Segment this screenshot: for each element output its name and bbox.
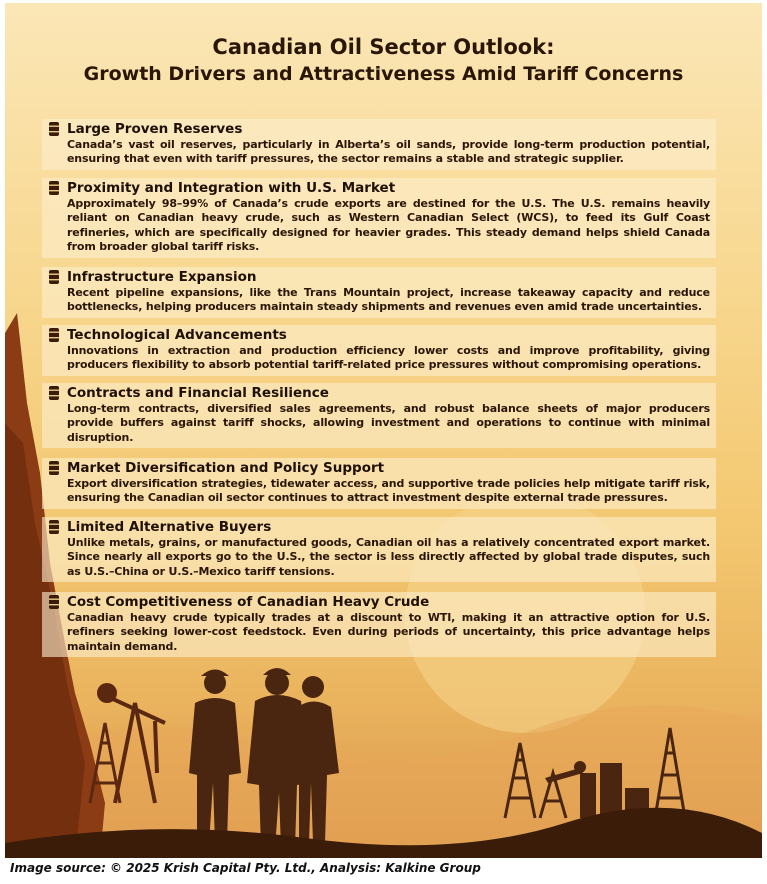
section-heading: Infrastructure Expansion xyxy=(67,269,257,285)
section-heading: Limited Alternative Buyers xyxy=(67,519,272,535)
image-source-caption: Image source: © 2025 Krish Capital Pty. Ltd., Analysis: Kalkine Group xyxy=(10,861,481,875)
section-infrastructure-expansion xyxy=(42,267,716,318)
barrel-icon xyxy=(46,385,62,401)
section-contracts-financial-resilience xyxy=(42,383,716,448)
section-heading: Large Proven Reserves xyxy=(67,121,243,137)
section-cost-competitiveness xyxy=(42,592,716,657)
barrel-icon xyxy=(46,269,62,285)
section-proximity-us-market xyxy=(42,178,716,258)
section-heading: Market Diversification and Policy Support xyxy=(67,460,385,476)
page-title xyxy=(5,33,762,87)
barrel-icon xyxy=(46,519,62,535)
section-heading: Proximity and Integration with U.S. Market xyxy=(67,180,396,196)
section-body: Canada’s vast oil reserves, particularly in Alberta’s oil sands, provide long-term production potential, ensuring that even with tariff pressures, the sector remains a stable and strategic supplier. xyxy=(67,138,710,166)
section-technological-advancements xyxy=(42,325,716,376)
section-large-proven-reserves xyxy=(42,119,716,170)
title-line-1: Canadian Oil Sector Outlook: xyxy=(212,35,555,59)
section-heading: Cost Competitiveness of Canadian Heavy Crude xyxy=(67,594,430,610)
barrel-icon xyxy=(46,594,62,610)
section-body: Unlike metals, grains, or manufactured goods, Canadian oil has a relatively concentrated export market. Since nearly all exports go to the U.S., the sector is less directly affected by global trade disputes, such as U.S.–China or U.S.–Mexico tariff tensions. xyxy=(67,536,710,578)
section-body: Approximately 98–99% of Canada’s crude exports are destined for the U.S. The U.S. remains heavily reliant on Canadian heavy crude, such as Western Canadian Select (WCS), to feed its Gulf Coast refineries, which are specifically designed for heavier grades. This steady demand helps shield Canada from broader global tariff risks. xyxy=(67,197,710,254)
section-body: Canadian heavy crude typically trades at a discount to WTI, making it an attractive option for U.S. refiners seeking lower-cost feedstock. Even during periods of uncertainty, this price advantage helps maintain demand. xyxy=(67,611,710,653)
barrel-icon xyxy=(46,121,62,137)
section-body: Long-term contracts, diversified sales agreements, and robust balance sheets of major producers provide buffers against tariff shocks, allowing investment and operations to continue with minimal disruption. xyxy=(67,402,710,444)
section-heading: Contracts and Financial Resilience xyxy=(67,385,329,401)
barrel-icon xyxy=(46,327,62,343)
barrel-icon xyxy=(46,460,62,476)
section-limited-alternative-buyers xyxy=(42,517,716,582)
pumpjack-head xyxy=(97,683,117,703)
section-body: Recent pipeline expansions, like the Trans Mountain project, increase takeaway capacity and reduce bottlenecks, helping producers maintain steady shipments and revenues even amid trade uncertainties. xyxy=(67,286,710,314)
section-market-diversification xyxy=(42,458,716,509)
infographic-poster xyxy=(5,3,762,858)
section-body: Innovations in extraction and production efficiency lower costs and improve profitability, giving producers flexibility to absorb potential tariff-related price pressures without compromising operations. xyxy=(67,344,710,372)
barrel-icon xyxy=(46,180,62,196)
section-body: Export diversification strategies, tidewater access, and supportive trade policies help mitigate tariff risk, ensuring the Canadian oil sector continues to attract investment despite external trade pressures. xyxy=(67,477,710,505)
section-heading: Technological Advancements xyxy=(67,327,287,343)
title-line-2: Growth Drivers and Attractiveness Amid Tariff Concerns xyxy=(83,63,684,85)
